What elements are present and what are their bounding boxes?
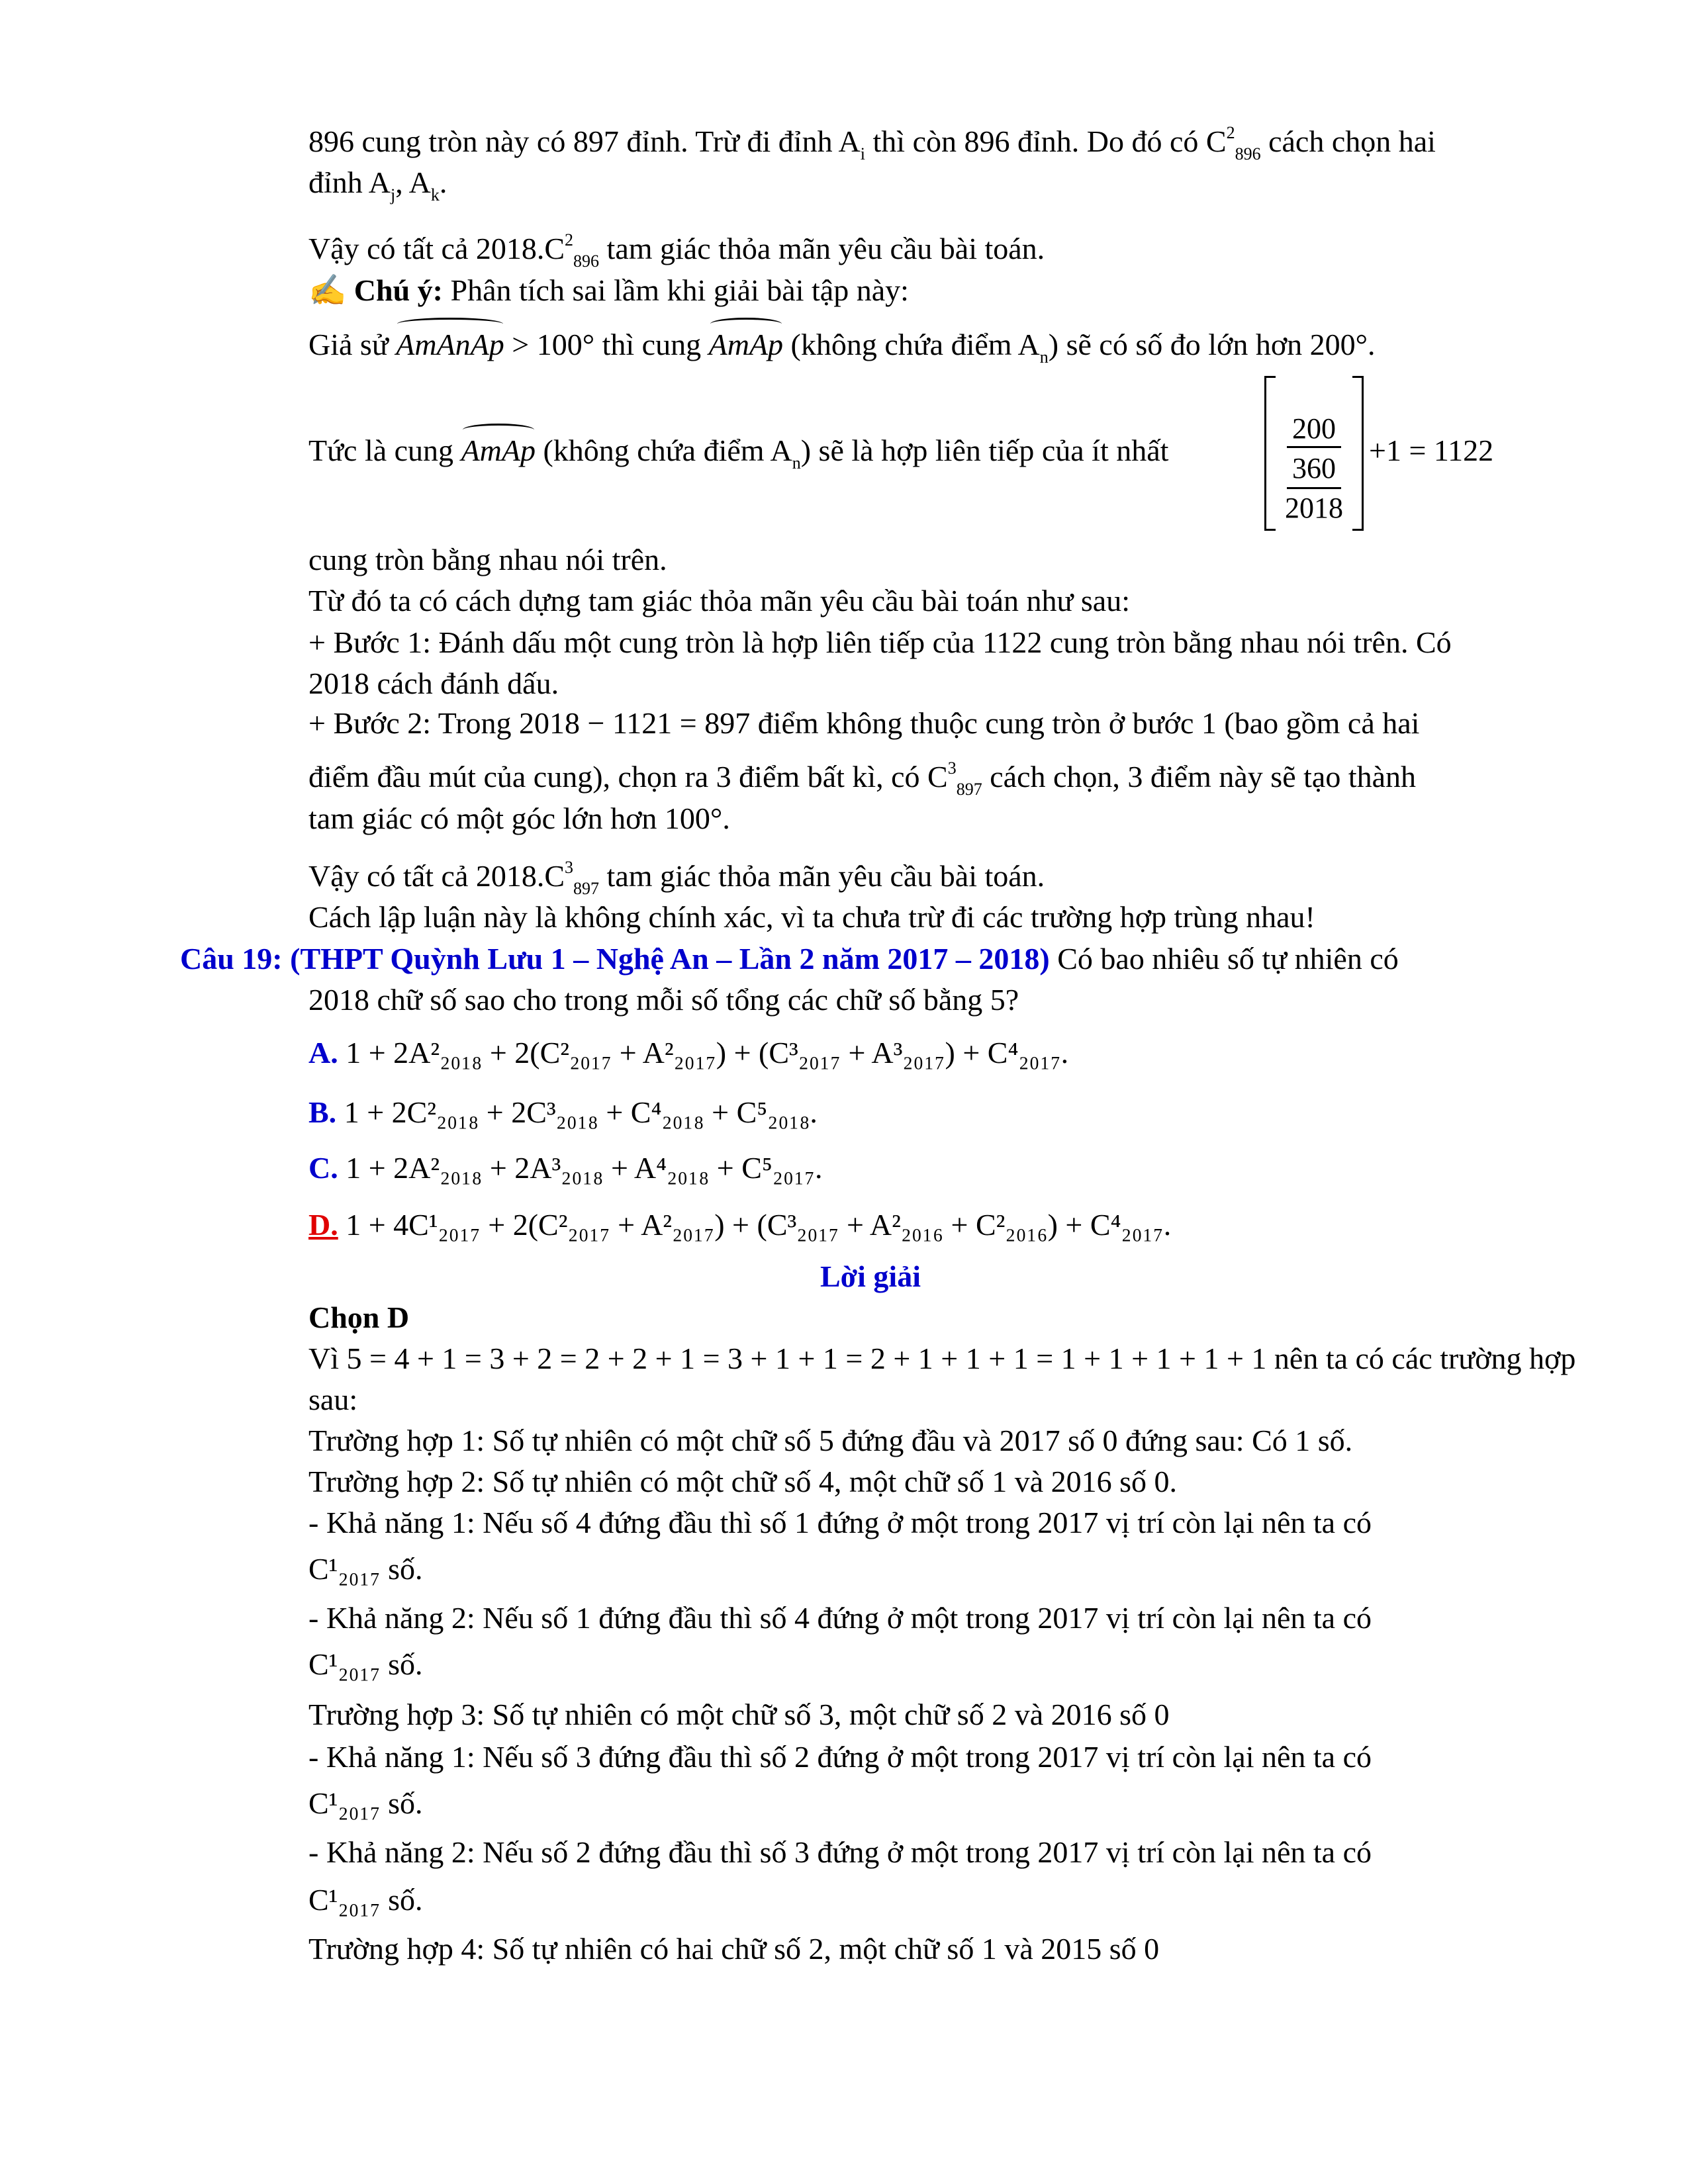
line-5: Giả sử AmAnAp > 100° thì cung AmAp (không chứa điểm $A_n$) sẽ có số đo lớn hơn 200°. — [308, 324, 1376, 378]
sol-line-9: Trường hợp 3: Số tự nhiên có một chữ số 3, một chữ số 2 và 2016 số 0 — [308, 1698, 1170, 1731]
option-d-formula: 1 + 4C¹₂₀₁₇ + 2(C²₂₀₁₇ + A²₂₀₁₇) + (C³₂₀₁₇ + A²₂₀₁₆ + C²₂₀₁₆) + C⁴₂₀₁₇. — [346, 1208, 1172, 1242]
sol-line-12: - Khả năng 2: Nếu số 2 đứng đầu thì số 3 đứng ở một trong 2017 vị trí còn lại nên ta có — [308, 1835, 1372, 1869]
frac-bot: 2018 — [1285, 492, 1343, 524]
option-b-formula: 1 + 2C²₂₀₁₈ + 2C³₂₀₁₈ + C⁴₂₀₁₈ + C⁵₂₀₁₈. — [344, 1095, 818, 1129]
arc-AmAp-2: AmAp — [461, 430, 536, 471]
question-source: (THPT Quỳnh Lưu 1 – Nghệ An – Lần 2 năm 2017 – 2018) — [290, 942, 1050, 976]
line-2: đỉnh $A_j$, $A_k$. — [308, 165, 447, 205]
solution-title: Lời giải — [820, 1259, 921, 1293]
sol-line-3: Trường hợp 1: Số tự nhiên có một chữ số 5 đứng đầu và 2017 số 0 đứng sau: Có 1 số. — [308, 1424, 1353, 1457]
sol-line-5: - Khả năng 1: Nếu số 4 đứng đầu thì số 1 đứng ở một trong 2017 vị trí còn lại nên ta có — [308, 1506, 1372, 1539]
sol-line-11: C¹₂₀₁₇ số. — [308, 1786, 423, 1820]
pencil-icon: ✍ — [308, 273, 347, 307]
sol-line-2: sau: — [308, 1383, 358, 1416]
sol-line-6: C¹₂₀₁₇ số. — [308, 1552, 423, 1586]
line-3: Vậy có tất cả $2018.C^2_{896}$ tam giác thỏa mãn yêu cầu bài toán. — [308, 230, 1045, 271]
line-7: cung tròn bằng nhau nói trên. — [308, 543, 667, 576]
option-a-formula: 1 + 2A²₂₀₁₈ + 2(C²₂₀₁₇ + A²₂₀₁₇) + (C³₂₀₁₇ + A³₂₀₁₇) + C⁴₂₀₁₇. — [346, 1036, 1069, 1069]
option-c-formula: 1 + 2A²₂₀₁₈ + 2A³₂₀₁₈ + A⁴₂₀₁₈ + C⁵₂₀₁₇. — [346, 1151, 823, 1185]
option-c — [308, 1148, 823, 1189]
question-text: 2018 chữ số sao cho trong mỗi số tổng các chữ số bằng 5? — [308, 983, 1019, 1017]
floor-fraction — [1264, 376, 1364, 528]
line-11: + Bước 2: Trong 2018 − 1121 = 897 điểm không thuộc cung tròn ở bước 1 (bao gồm cả hai — [308, 706, 1420, 740]
option-a — [308, 1032, 1068, 1073]
sol-line-14: Trường hợp 4: Số tự nhiên có hai chữ số 2, một chữ số 1 và 2015 số 0 — [308, 1932, 1160, 1966]
option-c-label: C. — [308, 1151, 338, 1185]
chosen-answer: Chọn D — [308, 1300, 410, 1334]
line-13: tam giác có một góc lớn hơn 100°. — [308, 801, 730, 835]
arc-AmAnAp: AmAnAp — [396, 324, 504, 365]
option-d — [308, 1205, 1171, 1246]
frac-mid: 360 — [1292, 452, 1336, 484]
line-15: Cách lập luận này là không chính xác, vì ta chưa trừ đi các trường hợp trùng nhau! — [308, 900, 1315, 934]
line-6: Tức là cung AmAp (không chứa điểm $A_n$) sẽ là hợp liên tiếp của ít nhất — [308, 430, 1168, 484]
line-14: Vậy có tất cả $2018.C^3_{897}$ tam giác thỏa mãn yêu cầu bài toán. — [308, 858, 1045, 898]
line-10: 2018 cách đánh dấu. — [308, 666, 559, 700]
line-8: Từ đó ta có cách dựng tam giác thỏa mãn yêu cầu bài toán như sau: — [308, 584, 1130, 617]
line-9: + Bước 1: Đánh dấu một cung tròn là hợp liên tiếp của 1122 cung tròn bằng nhau nói trên. Có — [308, 625, 1452, 659]
option-b — [308, 1092, 818, 1133]
arc-AmAp: AmAp — [709, 324, 783, 365]
option-b-label: B. — [308, 1095, 337, 1129]
sol-line-13: C¹₂₀₁₇ số. — [308, 1883, 423, 1917]
sol-line-10: - Khả năng 1: Nếu số 3 đứng đầu thì số 2 đứng ở một trong 2017 vị trí còn lại nên ta có — [308, 1740, 1372, 1774]
sol-line-4: Trường hợp 2: Số tự nhiên có một chữ số 4, một chữ số 1 và 2016 số 0. — [308, 1465, 1178, 1498]
question-header: Câu 19: (THPT Quỳnh Lưu 1 – Nghệ An – Lần 2 năm 2017 – 2018) Có bao nhiêu số tự nhiên có — [180, 942, 1399, 976]
note-line: ✍ Chú ý: Phân tích sai lầm khi giải bài tập này: — [308, 273, 909, 307]
note-label: Chú ý: — [353, 273, 443, 307]
sol-line-1: Vì 5 = 4 + 1 = 3 + 2 = 2 + 2 + 1 = 3 + 1 + 1 = 2 + 1 + 1 + 1 = 1 + 1 + 1 + 1 + 1 nên ta có các trường hợp — [308, 1342, 1576, 1375]
question-label: Câu 19: — [180, 942, 283, 976]
line-1: 896 cung tròn này có 897 đỉnh. Trừ đi đỉnh $A_i$ thì còn 896 đỉnh. Do đó có $C^2_{896}$ cách chọn hai — [308, 123, 1436, 163]
line-12: điểm đầu mút của cung), chọn ra 3 điểm bất kì, có $C^3_{897}$ cách chọn, 3 điểm này sẽ tạo thành — [308, 758, 1417, 799]
line-6-end: +1 = 1122 — [1369, 433, 1494, 467]
option-d-label: D. — [308, 1208, 338, 1242]
frac-top: 200 — [1292, 412, 1336, 445]
sol-line-8: C¹₂₀₁₇ số. — [308, 1647, 423, 1681]
option-a-label: A. — [308, 1036, 338, 1069]
sol-line-7: - Khả năng 2: Nếu số 1 đứng đầu thì số 4 đứng ở một trong 2017 vị trí còn lại nên ta có — [308, 1601, 1372, 1635]
